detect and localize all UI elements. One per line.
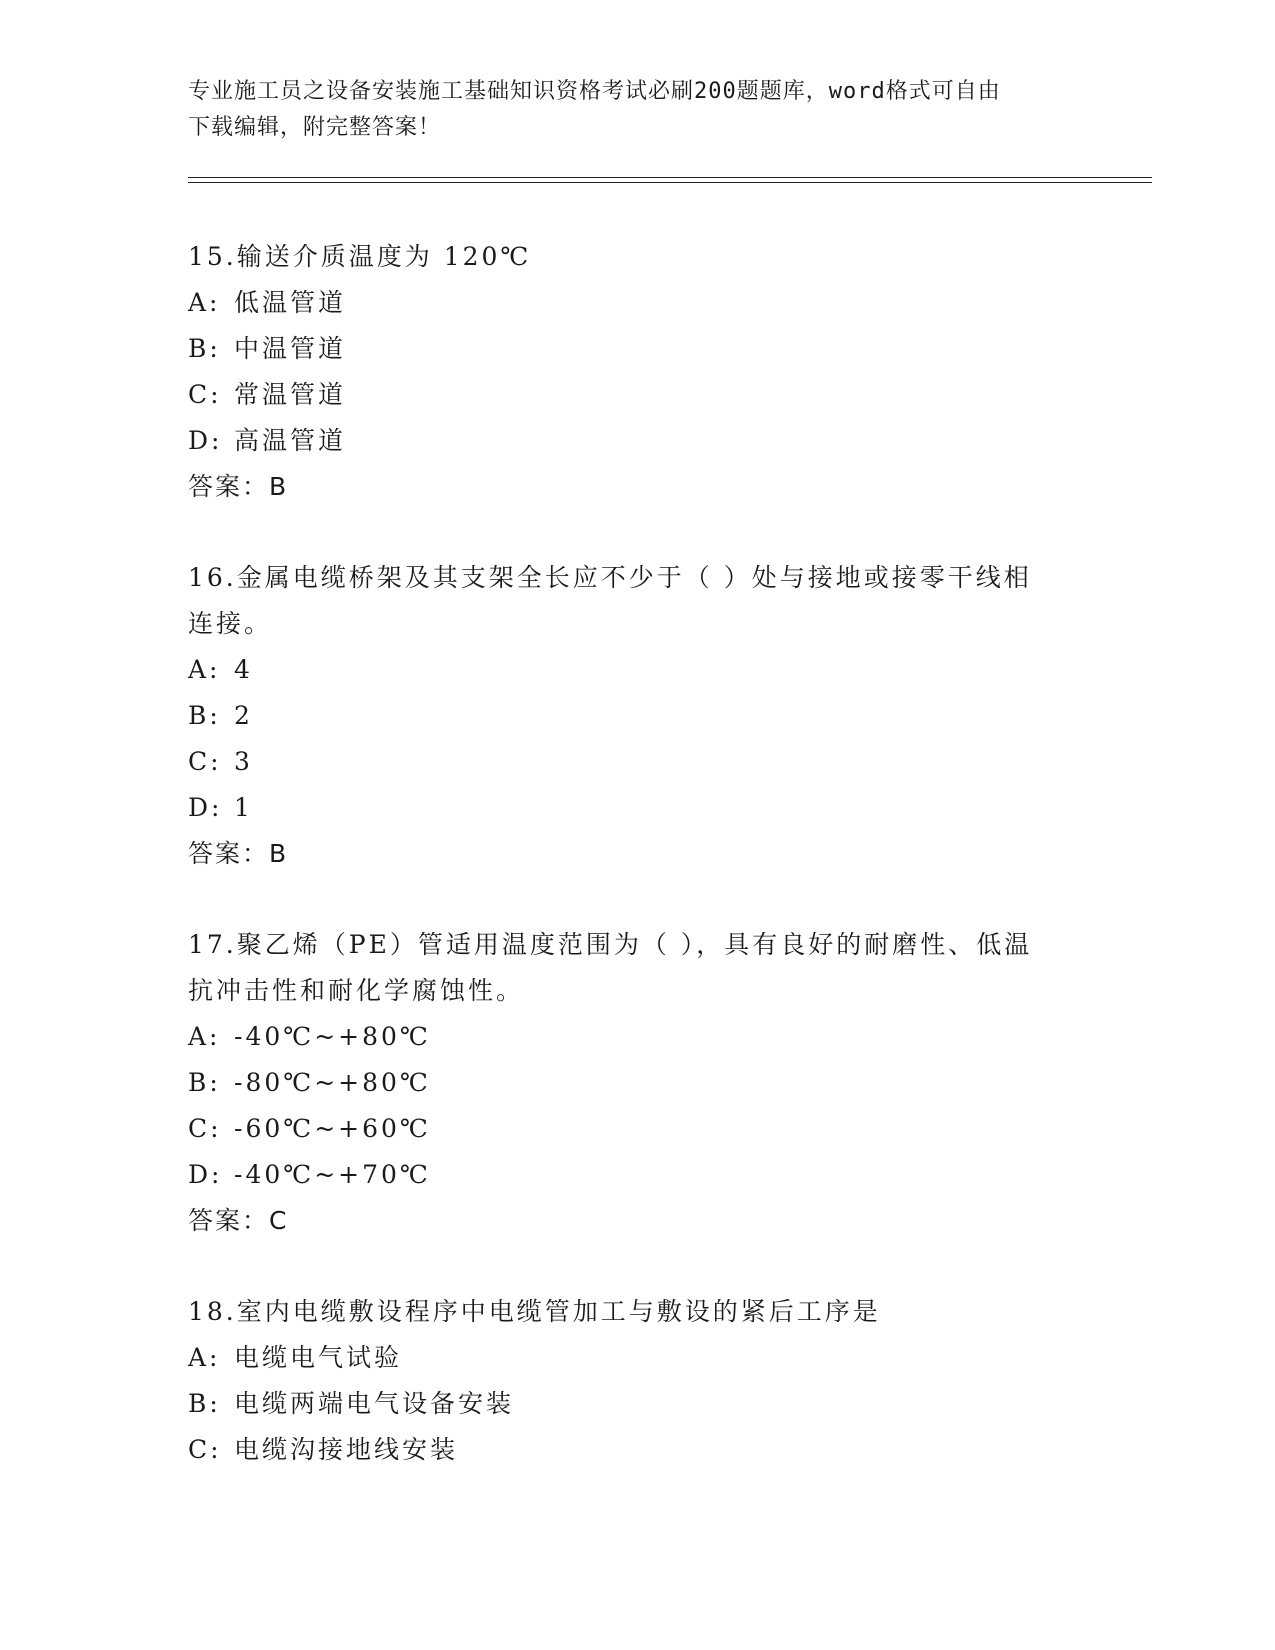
- option-text: 3: [234, 747, 253, 776]
- option-key: B:: [188, 334, 221, 363]
- answer-line: 答案：C: [188, 1206, 289, 1235]
- option-row: [188, 280, 1088, 326]
- option-key: C:: [188, 380, 222, 409]
- option-text: -40℃~+80℃: [234, 1022, 431, 1051]
- option-text: 电缆两端电气设备安装: [234, 1389, 515, 1418]
- option-text: -80℃~+80℃: [234, 1068, 431, 1097]
- answer-line: 答案：B: [188, 839, 289, 868]
- option-key: D:: [188, 1160, 223, 1189]
- option-text: 高温管道: [234, 426, 347, 455]
- option-key: B:: [188, 1068, 221, 1097]
- question-block: [188, 1289, 1088, 1473]
- answer-line: 答案：B: [188, 472, 289, 501]
- question-block: [188, 555, 1088, 877]
- option-row: [188, 1427, 1088, 1473]
- header-divider-bottom: [188, 182, 1152, 183]
- option-key: B:: [188, 701, 221, 730]
- option-row: [188, 1060, 1088, 1106]
- question-stem-line: 连接。: [188, 609, 273, 638]
- option-row: [188, 1381, 1088, 1427]
- question-block: [188, 922, 1088, 1244]
- option-text: 常温管道: [234, 380, 347, 409]
- option-text: 2: [234, 701, 253, 730]
- option-key: A:: [188, 1343, 221, 1372]
- option-row: [188, 1335, 1088, 1381]
- option-row: [188, 1014, 1088, 1060]
- option-text: -60℃~+60℃: [234, 1114, 431, 1143]
- question-list: [188, 234, 1088, 1518]
- question-stem-line: 18.室内电缆敷设程序中电缆管加工与敷设的紧后工序是: [188, 1297, 881, 1326]
- question-stem-line: 17.聚乙烯（PE）管适用温度范围为（ ），具有良好的耐磨性、低温: [188, 930, 1033, 959]
- option-row: [188, 1152, 1088, 1198]
- header-line-1: 专业施工员之设备安装施工基础知识资格考试必刷200题题库，word格式可自由: [188, 79, 1001, 104]
- option-text: 电缆电气试验: [234, 1343, 403, 1372]
- option-key: B:: [188, 1389, 221, 1418]
- option-text: 中温管道: [234, 334, 347, 363]
- option-key: A:: [188, 288, 221, 317]
- option-row: [188, 785, 1088, 831]
- question-stem-line: 抗冲击性和耐化学腐蚀性。: [188, 976, 525, 1005]
- option-key: C:: [188, 1435, 222, 1464]
- option-text: 4: [234, 655, 253, 684]
- option-key: A:: [188, 655, 221, 684]
- option-text: 1: [234, 793, 253, 822]
- option-text: 低温管道: [234, 288, 347, 317]
- option-row: [188, 418, 1088, 464]
- document-header: [188, 74, 1088, 146]
- question-stem-line: 16.金属电缆桥架及其支架全长应不少于（ ）处与接地或接零干线相: [188, 563, 1032, 592]
- option-row: [188, 739, 1088, 785]
- option-text: 电缆沟接地线安装: [234, 1435, 459, 1464]
- option-key: A:: [188, 1022, 221, 1051]
- option-key: C:: [188, 1114, 222, 1143]
- option-key: D:: [188, 426, 223, 455]
- option-row: [188, 693, 1088, 739]
- option-key: D:: [188, 793, 223, 822]
- header-line-2: 下载编辑，附完整答案！: [188, 115, 442, 140]
- header-divider-top: [188, 177, 1152, 178]
- question-block: [188, 234, 1088, 510]
- option-key: C:: [188, 747, 222, 776]
- option-row: [188, 372, 1088, 418]
- option-row: [188, 647, 1088, 693]
- option-row: [188, 326, 1088, 372]
- option-text: -40℃~+70℃: [234, 1160, 431, 1189]
- option-row: [188, 1106, 1088, 1152]
- question-stem-line: 15.输送介质温度为 120℃: [188, 242, 532, 271]
